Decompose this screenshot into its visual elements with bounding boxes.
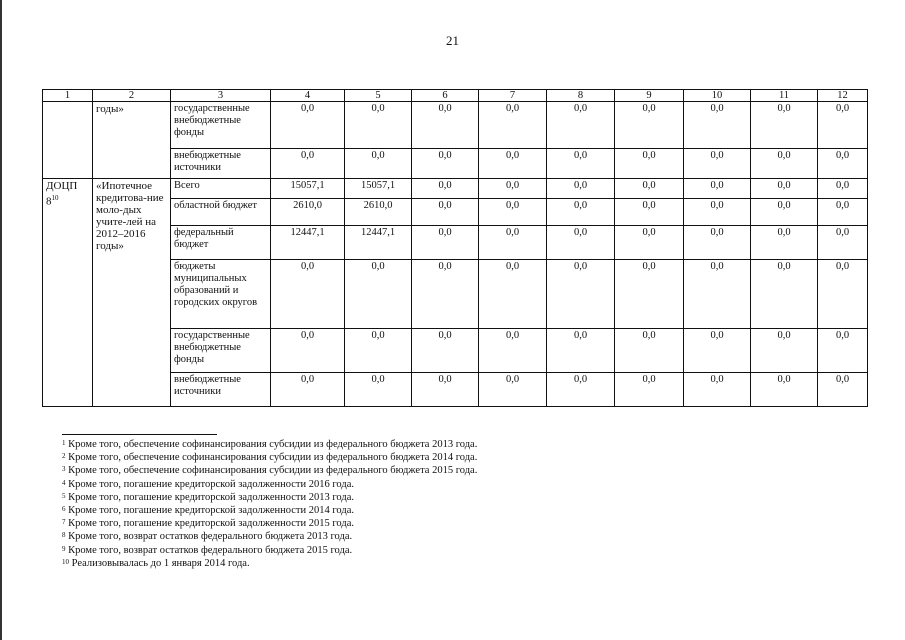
value-cell: 0,0: [684, 260, 751, 329]
col-header: 12: [818, 90, 868, 102]
footnote-text: Кроме того, погашение кредиторской задолженности 2014 года.: [68, 505, 354, 517]
value-cell: 0,0: [615, 329, 684, 373]
value-cell: 0,0: [547, 102, 615, 149]
footnote: [62, 464, 477, 477]
footnote-separator: [62, 434, 217, 435]
value-cell: 0,0: [818, 329, 868, 373]
footnote-number: 9: [62, 544, 66, 553]
value-cell: 0,0: [818, 226, 868, 260]
footnote-number: 3: [62, 465, 66, 474]
col-header: 9: [615, 90, 684, 102]
value-cell: 0,0: [684, 179, 751, 199]
col-header: 5: [345, 90, 412, 102]
page-number: 21: [446, 33, 459, 48]
value-cell: 15057,1: [345, 179, 412, 199]
program-code-cell: [43, 179, 93, 407]
footnote-text: Кроме того, возврат остатков федерального бюджета 2015 года.: [68, 544, 353, 556]
footnote: [62, 557, 477, 570]
value-cell: 0,0: [615, 226, 684, 260]
col-header: 3: [171, 90, 271, 102]
footnote: [62, 544, 477, 557]
value-cell: 0,0: [412, 260, 479, 329]
value-cell: 0,0: [412, 373, 479, 407]
col-header: 2: [93, 90, 171, 102]
footnote: [62, 530, 477, 543]
value-cell: 15057,1: [271, 179, 345, 199]
value-cell: 0,0: [271, 149, 345, 179]
value-cell: 0,0: [479, 102, 547, 149]
value-cell: 0,0: [818, 199, 868, 226]
footnote: [62, 478, 477, 491]
page-edge-line: [0, 0, 2, 640]
table-row: [43, 179, 868, 199]
col-header: 11: [751, 90, 818, 102]
funding-source: федеральный бюджет: [171, 226, 271, 260]
value-cell: 0,0: [684, 102, 751, 149]
value-cell: 0,0: [818, 179, 868, 199]
value-cell: 0,0: [345, 329, 412, 373]
value-cell: 0,0: [547, 179, 615, 199]
value-cell: 0,0: [547, 373, 615, 407]
footnote-number: 8: [62, 531, 66, 540]
value-cell: 2610,0: [271, 199, 345, 226]
footnote-text: Кроме того, обеспечение софинансирования субсидии из федерального бюджета 2013 года.: [68, 439, 478, 450]
value-cell: 0,0: [751, 226, 818, 260]
value-cell: 0,0: [271, 329, 345, 373]
funding-source: государственные внебюджетные фонды: [171, 102, 271, 149]
value-cell: 12447,1: [345, 226, 412, 260]
value-cell: 0,0: [547, 260, 615, 329]
footnote: [62, 438, 477, 451]
funding-source: областной бюджет: [171, 199, 271, 226]
footnote: [62, 517, 477, 530]
value-cell: 0,0: [345, 373, 412, 407]
footnote-number: 2: [62, 452, 66, 461]
program-code: ДОЦП 8: [46, 180, 78, 208]
value-cell: 0,0: [751, 179, 818, 199]
value-cell: 0,0: [615, 199, 684, 226]
footnote: [62, 491, 477, 504]
footnote-text: Кроме того, обеспечение софинансирования субсидии из федерального бюджета 2014 года.: [68, 452, 478, 464]
value-cell: 2610,0: [345, 199, 412, 226]
value-cell: 0,0: [615, 179, 684, 199]
col-header: 6: [412, 90, 479, 102]
row-name-cell: годы»: [93, 102, 171, 179]
footnote-number: 5: [62, 491, 66, 500]
value-cell: 0,0: [412, 102, 479, 149]
footnote-text: Реализовывалась до 1 января 2014 года.: [71, 557, 250, 569]
value-cell: 0,0: [479, 329, 547, 373]
value-cell: 0,0: [615, 373, 684, 407]
funding-source: государственные внебюджетные фонды: [171, 329, 271, 373]
value-cell: 0,0: [479, 149, 547, 179]
value-cell: 0,0: [684, 149, 751, 179]
value-cell: 0,0: [751, 102, 818, 149]
value-cell: 0,0: [684, 373, 751, 407]
value-cell: 0,0: [547, 329, 615, 373]
value-cell: 0,0: [751, 329, 818, 373]
value-cell: 0,0: [684, 199, 751, 226]
value-cell: 0,0: [479, 199, 547, 226]
footnote-text: Кроме того, погашение кредиторской задолженности 2016 года.: [68, 478, 354, 490]
footnote: [62, 451, 477, 464]
funding-source: внебюджетные источники: [171, 149, 271, 179]
value-cell: 12447,1: [271, 226, 345, 260]
value-cell: 0,0: [684, 329, 751, 373]
footnote-number: 1: [62, 439, 66, 447]
footnote-number: 10: [62, 557, 69, 566]
value-cell: 0,0: [412, 179, 479, 199]
row-code-cell: [43, 102, 93, 179]
value-cell: 0,0: [345, 149, 412, 179]
value-cell: 0,0: [479, 226, 547, 260]
value-cell: 0,0: [547, 226, 615, 260]
value-cell: 0,0: [479, 260, 547, 329]
value-cell: 0,0: [615, 102, 684, 149]
value-cell: 0,0: [412, 329, 479, 373]
value-cell: 0,0: [751, 260, 818, 329]
col-header: 1: [43, 90, 93, 102]
value-cell: 0,0: [271, 260, 345, 329]
col-header: 7: [479, 90, 547, 102]
value-cell: 0,0: [547, 199, 615, 226]
footnote-text: Кроме того, возврат остатков федерального бюджета 2013 года.: [68, 531, 353, 543]
value-cell: 0,0: [818, 149, 868, 179]
footnote-text: Кроме того, погашение кредиторской задолженности 2015 года.: [68, 518, 354, 530]
value-cell: 0,0: [479, 373, 547, 407]
header-row: [43, 90, 868, 102]
table-row: [43, 102, 868, 149]
value-cell: 0,0: [271, 373, 345, 407]
value-cell: 0,0: [751, 199, 818, 226]
footnote-number: 7: [62, 518, 66, 527]
value-cell: 0,0: [345, 260, 412, 329]
value-cell: 0,0: [818, 102, 868, 149]
col-header: 10: [684, 90, 751, 102]
value-cell: 0,0: [751, 149, 818, 179]
footnote-number: 4: [62, 478, 66, 487]
funding-source: бюджеты муниципальных образований и городских округов: [171, 260, 271, 329]
col-header: 8: [547, 90, 615, 102]
value-cell: 0,0: [615, 260, 684, 329]
program-name-cell: «Ипотечное кредитова-ние моло-дых учите-лей на 2012–2016 годы»: [93, 179, 171, 407]
value-cell: 0,0: [615, 149, 684, 179]
footnote-text: Кроме того, обеспечение софинансирования субсидии из федерального бюджета 2015 года.: [68, 465, 478, 477]
value-cell: 0,0: [547, 149, 615, 179]
value-cell: 0,0: [412, 199, 479, 226]
funding-source: Всего: [171, 179, 271, 199]
value-cell: 0,0: [412, 149, 479, 179]
value-cell: 0,0: [479, 179, 547, 199]
value-cell: 0,0: [684, 226, 751, 260]
footnote-ref: 10: [51, 194, 59, 202]
funding-source: внебюджетные источники: [171, 373, 271, 407]
value-cell: 0,0: [271, 102, 345, 149]
footnote-text: Кроме того, погашение кредиторской задолженности 2013 года.: [68, 491, 354, 503]
col-header: 4: [271, 90, 345, 102]
value-cell: 0,0: [751, 373, 818, 407]
value-cell: 0,0: [818, 373, 868, 407]
value-cell: 0,0: [818, 260, 868, 329]
budget-table: [42, 89, 868, 407]
value-cell: 0,0: [345, 102, 412, 149]
footnote-number: 6: [62, 505, 66, 514]
footnotes: [62, 438, 477, 570]
value-cell: 0,0: [412, 226, 479, 260]
footnote: [62, 504, 477, 517]
